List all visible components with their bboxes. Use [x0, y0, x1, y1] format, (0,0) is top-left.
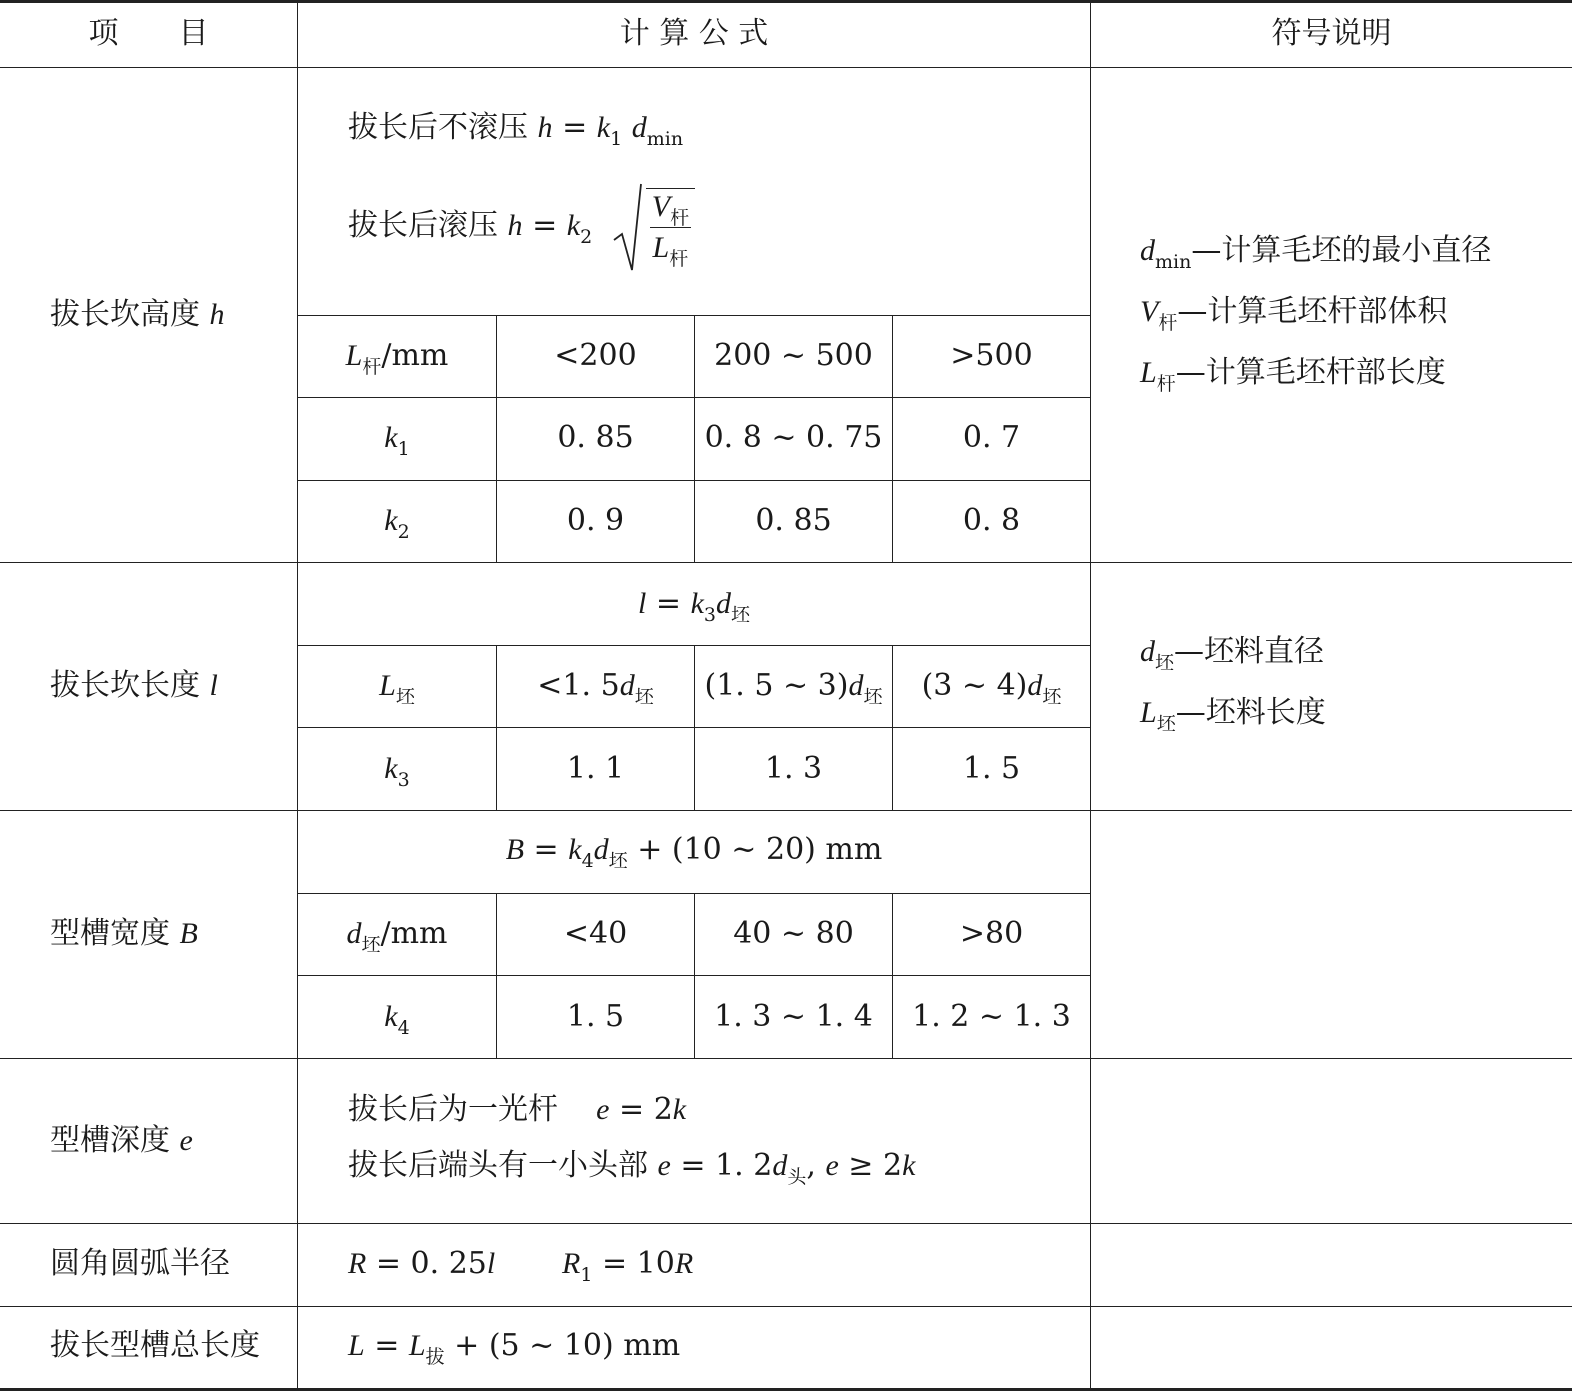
b-sub-head-1: <40 — [563, 916, 628, 951]
l-sub-head-1: <1. $5d_坯$ — [537, 668, 654, 708]
k3-val-1: 1. 3 — [764, 751, 823, 786]
row-b-formula: $B = k_4d_坯 + (10$ ~ 20) mm — [505, 832, 883, 872]
k4-label: $k_4$ — [384, 1000, 410, 1039]
h-sub-head-2: 200 ~ 500 — [714, 338, 873, 373]
row-e-line-2: 拔长后端头有一小头部 e = 1. $2d_头$, e ≥ 2k — [348, 1148, 916, 1188]
rule-e-bottom — [0, 1223, 1572, 1224]
sub-min: min — [646, 128, 684, 150]
formula-2-text: 拔长后滚压 — [348, 208, 498, 243]
k3-label: $k_3$ — [384, 752, 410, 791]
l-sub-head-3: (3 ~ $4)d_坯$ — [921, 668, 1062, 708]
l-sub-head-2: (1. 5 ~ $3)d_坯$ — [704, 668, 883, 708]
fraction-v-over-l: $\frac{V_杆}{L_杆}$ — [646, 188, 695, 266]
k1-val-1: 0. 8 ~ 0. 75 — [704, 420, 883, 455]
k1-label: $k_1$ — [384, 421, 410, 460]
header-symbols: 符号说明 — [1271, 16, 1392, 51]
l-sub-head-0: $L_坯$ — [379, 669, 415, 708]
row-h-label-text: 拔长坎高度 — [50, 297, 200, 332]
row-r-formula: R = 0. 25l $R_1 = 10R$ — [348, 1246, 694, 1286]
l-symbol-dpi: $d_坯—$坯料直径 — [1140, 634, 1325, 674]
b-sub-head-2: 40 ~ 80 — [733, 916, 854, 951]
row-l-label: 拔长坎长度 l — [50, 668, 218, 703]
formula-1-text: 拔长后不滚压 — [348, 110, 528, 145]
rule-header-bottom — [0, 67, 1572, 68]
sub-gan-head: 杆 — [362, 356, 382, 378]
k1-val-0: 0. 85 — [557, 420, 634, 455]
h-sub-head-3: >500 — [950, 338, 1033, 373]
rule-bottom — [0, 1388, 1572, 1391]
k2-val-2: 0. 8 — [962, 503, 1021, 538]
row-h-label-var: h — [209, 298, 225, 331]
row-e-label: 型槽深度 e — [50, 1123, 193, 1158]
k3-val-0: 1. 1 — [566, 751, 625, 786]
h-sub-head-0: $L_杆/mm$ — [345, 338, 449, 378]
k2-label: $k_2$ — [384, 504, 410, 543]
h-symbol-dmin: $d_{min}—$计算毛坯的最小直径 — [1140, 233, 1492, 273]
row-l-formula: $l = k_3d_坯$ — [638, 586, 750, 626]
h-symbol-lgan: $L_杆—$计算毛坯杆部长度 — [1140, 355, 1446, 395]
row-total-label: 拔长型槽总长度 — [50, 1328, 260, 1363]
row-r-label: 圆角圆弧半径 — [50, 1246, 230, 1281]
k4-val-1: 1. 3 ~ 1. 4 — [714, 999, 873, 1034]
k2-val-1: 0. 85 — [755, 503, 832, 538]
row-h-label — [50, 297, 225, 333]
k3-val-2: 1. 5 — [962, 751, 1021, 786]
k2-val-0: 0. 9 — [566, 503, 625, 538]
rule-top — [0, 0, 1572, 3]
sqrt-symbol — [612, 182, 642, 272]
b-sub-head-0: $d_坯/mm$ — [346, 916, 448, 956]
col-rule-2 — [1090, 0, 1091, 1390]
sub-gan-l: 杆 — [669, 248, 689, 270]
row-e-line-1: 拔长后为一光杆 e = 2k — [348, 1092, 687, 1127]
b-sub-head-3: >80 — [959, 916, 1024, 951]
header-formula: 计 算 公 式 — [619, 16, 769, 51]
rule-b-bottom — [0, 1058, 1572, 1059]
k4-val-2: 1. 2 ~ 1. 3 — [912, 999, 1071, 1034]
sub-gan-v: 杆 — [670, 207, 690, 229]
h-sub-head-1: <200 — [554, 338, 637, 373]
k4-val-0: 1. 5 — [566, 999, 625, 1034]
h-symbol-vgan: $V_杆—$计算毛坯杆部体积 — [1140, 294, 1448, 334]
row-h-formula-1: 拔长后不滚压 $h = k_1$ $d_{min}$ — [348, 110, 684, 150]
header-item: 项 目 — [88, 16, 209, 51]
row-h-formula-2: 拔长后滚压 $h = k_2$ $\frac{V_杆}{L_杆}$ — [348, 182, 695, 272]
rule-h-bottom — [0, 562, 1572, 563]
rule-l-bottom — [0, 810, 1572, 811]
l-symbol-lpi: $L_坯—$坯料长度 — [1140, 695, 1326, 735]
k1-val-2: 0. 7 — [962, 420, 1021, 455]
row-b-label: 型槽宽度 B — [50, 916, 198, 951]
rule-r-bottom — [0, 1306, 1572, 1307]
row-total-formula: $L = L_拔 + (5$ ~ 10) mm — [348, 1328, 681, 1368]
